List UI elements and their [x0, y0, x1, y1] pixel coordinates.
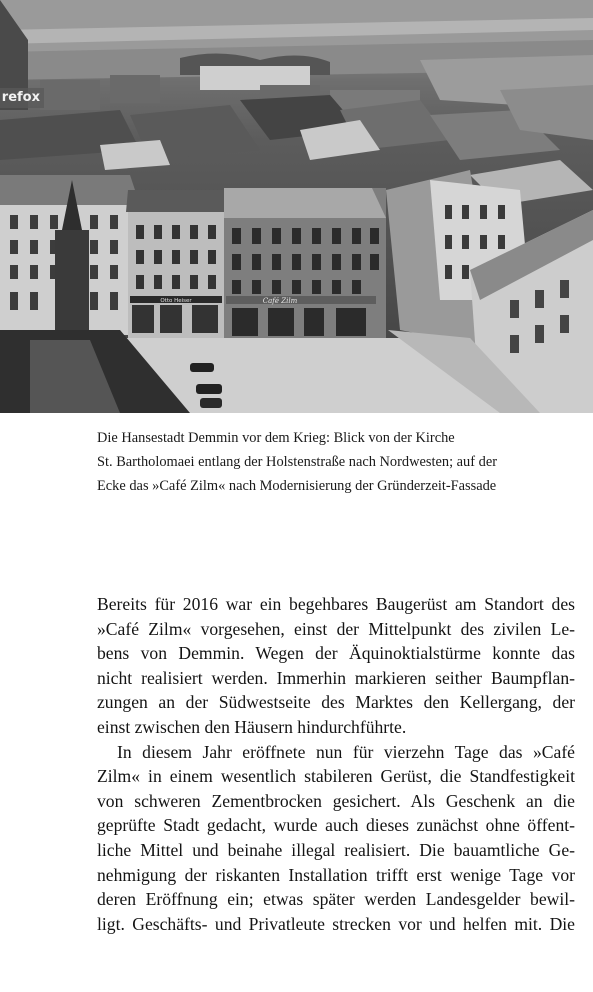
- text-line: nicht realisiert werden. Immerhin markieren seither Baumpflan-: [97, 667, 575, 688]
- caption-line: Die Hansestadt Demmin vor dem Krieg: Blick von der Kirche: [97, 430, 455, 446]
- sign-cafe-zilm: Café Zilm: [262, 297, 298, 305]
- watermark-label: refox: [0, 88, 44, 108]
- historic-photo: [0, 0, 593, 413]
- body-text: [97, 592, 575, 936]
- text-line: deren Eröffnung ein; etwas später werden Landesgelder bewil-: [97, 889, 575, 910]
- caption-line: Ecke das »Café Zilm« nach Modernisierung der Gründerzeit-Fassade: [97, 478, 497, 494]
- text-line: »Café Zilm« vorgesehen, einst der Mittelpunkt des zivilen Le-: [97, 618, 575, 639]
- caption-line: St. Bartholomaei entlang der Holstenstraße nach Nordwesten; auf der: [97, 454, 498, 470]
- text-line: zungen an der Südwestseite des Marktes den Kellergang, der: [97, 692, 575, 713]
- paragraph-1: [97, 592, 575, 740]
- text-line: einst zwischen den Häusern hindurchführte.: [97, 716, 407, 737]
- sign-otto-heiser: Otto Heiser: [160, 298, 192, 304]
- text-line: Zilm« in einem wesentlich stabileren Gerüst, die Standfestigkeit: [97, 766, 575, 787]
- text-line: Bereits für 2016 war ein begehbares Baugerüst am Standort des: [97, 594, 575, 614]
- text-line: von schweren Zementbrocken gesichert. Als Geschenk an die: [97, 790, 575, 811]
- photo-caption: [97, 426, 557, 498]
- town-aerial-illustration: [0, 0, 593, 413]
- paragraph-2: [97, 740, 575, 937]
- text-line: nehmigung der riskanten Installation trifft erst wenige Tage vor: [97, 864, 575, 885]
- text-line: liche Mittel und beinahe illegal realisiert. Die bauamtliche Ge-: [97, 839, 575, 860]
- text-line: geprüfte Stadt gedacht, wurde auch dieses zunächst ohne öffent-: [97, 815, 575, 836]
- text-line: ligt. Geschäfts- und Privatleute strecken vor und helfen mit. Die: [97, 913, 575, 934]
- text-line: bens von Demmin. Wegen der Äquinoktialstürme konnte das: [97, 643, 575, 664]
- text-line: In diesem Jahr eröffnete nun für vierzehn Tage das »Café: [117, 741, 575, 762]
